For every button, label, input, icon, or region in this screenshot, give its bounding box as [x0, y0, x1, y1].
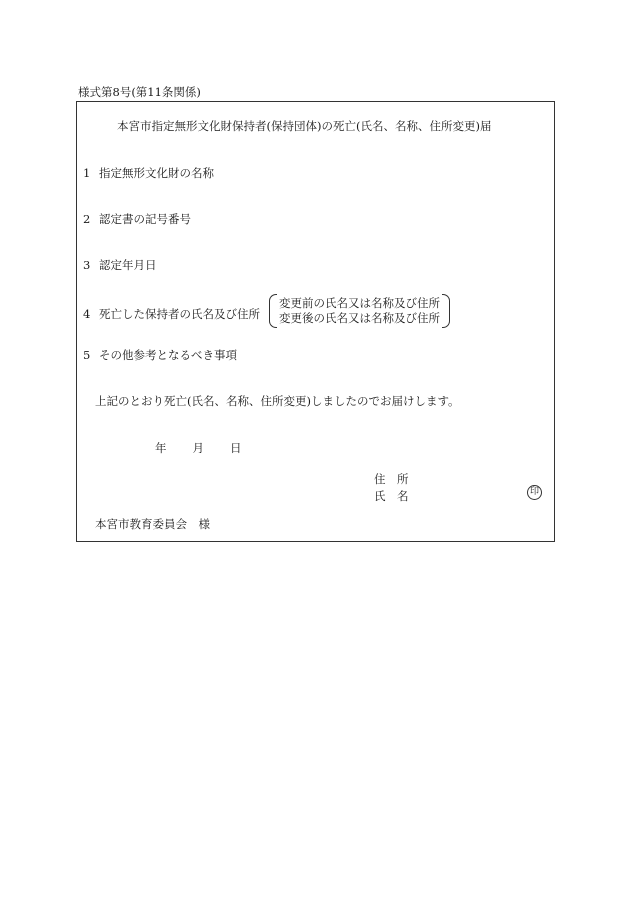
applicant-address-label: 住 所: [374, 472, 409, 486]
item-label: 死亡した保持者の氏名及び住所: [99, 307, 260, 321]
item-other-notes: [83, 347, 237, 363]
item-label: 認定書の記号番号: [99, 212, 191, 226]
date-day: 日: [230, 441, 242, 455]
form-number-label: 様式第8号(第11条関係): [78, 85, 201, 99]
item-cultural-property-name: [83, 165, 214, 181]
date-month: 月: [192, 441, 204, 455]
item-deceased-holder: [83, 306, 260, 322]
option-before-change: 変更前の氏名又は名称及び住所: [279, 296, 440, 310]
date-year: 年: [155, 441, 167, 455]
item-number: 5: [83, 348, 91, 362]
date-line: [155, 440, 242, 456]
item-number: 3: [83, 258, 91, 272]
left-bracket: [269, 294, 277, 328]
item-label: その他参考となるべき事項: [99, 348, 237, 362]
item-label: 指定無形文化財の名称: [99, 166, 214, 180]
item-certificate-number: [83, 211, 191, 227]
declaration-statement: 上記のとおり死亡(氏名、名称、住所変更)しましたのでお届けします。: [95, 394, 460, 408]
item-number: 4: [83, 307, 91, 321]
form-frame: [76, 101, 555, 542]
seal-icon: 印: [527, 485, 542, 500]
right-bracket: [442, 294, 450, 328]
item4-options-bracket: [269, 294, 450, 328]
applicant-name-label: 氏 名: [374, 489, 409, 503]
item-certification-date: [83, 257, 157, 273]
item-number: 1: [83, 166, 91, 180]
item-number: 2: [83, 212, 91, 226]
addressee: 本宮市教育委員会 様: [95, 517, 210, 531]
option-after-change: 変更後の氏名又は名称及び住所: [279, 311, 440, 325]
item-label: 認定年月日: [99, 258, 157, 272]
item4-options: [277, 294, 442, 328]
form-title: 本宮市指定無形文化財保持者(保持団体)の死亡(氏名、名称、住所変更)届: [117, 119, 492, 133]
